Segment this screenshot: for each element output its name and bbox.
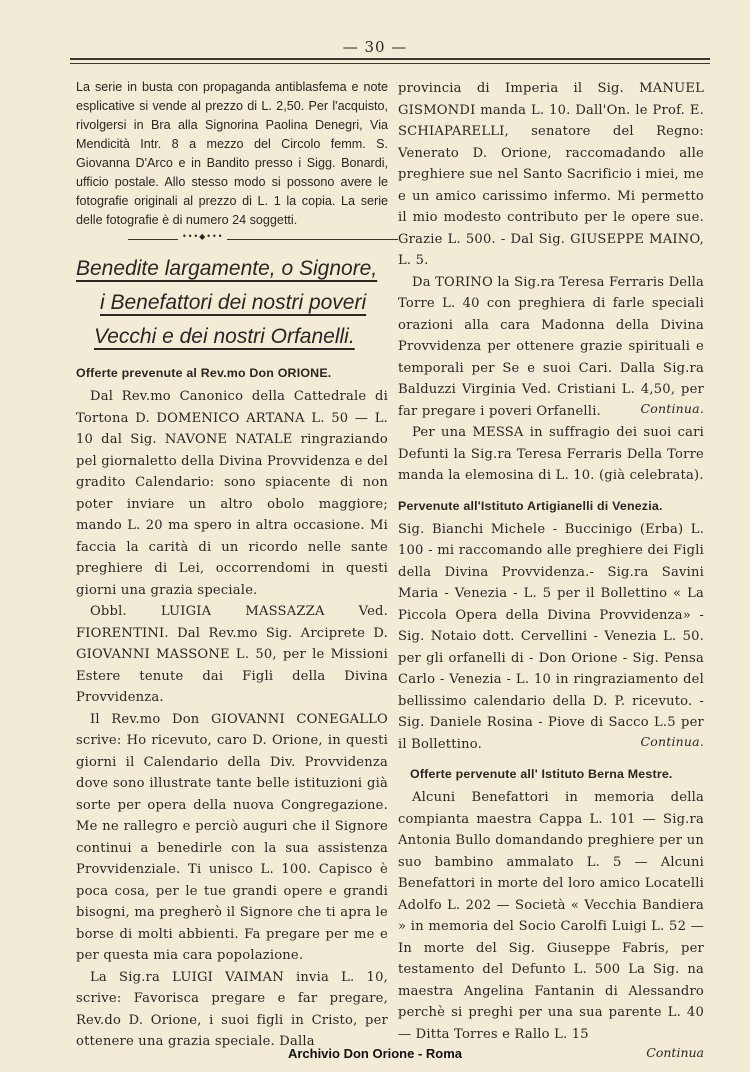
headline-line-2: i Benefattori dei nostri poveri <box>100 291 367 314</box>
paragraph-ferraris <box>398 272 704 423</box>
paragraph-messa: Per una MESSA in suffragio dei suoi cari Defunti la Sig.ra Teresa Ferraris Della Torre manda la elemosina di L. 10. (già celebrata). <box>398 425 704 483</box>
section-title-mestre: Offerte pervenute all' Istituto Berna Mestre. <box>410 767 673 781</box>
paragraph-conegallo: Il Rev.mo Don GIOVANNI CONEGALLO scrive: Ho ricevuto, caro D. Orione, in questi giorni il Calendario della Div. Provvidenza dove sono illustrate tante belle istituzioni già sorte per opera della nuova Congregazione. Me ne rallegro e perciò auguri che il Signore continui a benedirle con la sua assistenza Provvidenziale. Ti unisco L. 100. Capisco è poca cosa, per le tue grandi opere e grandi bisogni, ma pregherò il Signore che ti apra le borse di molti abbienti. Fa pregare per me e per questa mia cara popolazione. <box>76 711 388 963</box>
section-title-venezia: Pervenute all'Istituto Artigianelli di Venezia. <box>398 498 663 513</box>
paragraph-venezia <box>398 519 704 756</box>
paragraph-vaiman: La Sig.ra LUIGI VAIMAN invia L. 10, scrive: Favorisca pregare e far pregare, Rev.do D. Orione, i suoi figli in Cristo, per ottenere una grazia speciale. Dalla <box>76 969 388 1049</box>
ornamental-divider <box>128 232 398 242</box>
left-column <box>76 78 388 1053</box>
divider-line <box>128 239 398 240</box>
continua-label: Continua <box>646 1045 704 1060</box>
headline <box>76 252 388 354</box>
paragraph-artana: Dal Rev.mo Canonico della Cattedrale di Tortona D. DOMENICO ARTANA L. 50 — L. 10 dal Sig. NAVONE NATALE ringraziando pel giornaletto della Divina Provvidenza e del gradito Calendario: sono spiacente di non poter inviare un altro obolo maggiore; mando L. 20 ma spero in altra occasione. Mi faccia la carità di un ricordo nelle sante preghiere di Lei, occorrendomi in questi giorni una grazia speciale. <box>76 389 388 598</box>
continua-label: Continua. <box>640 400 704 416</box>
section-title-orione: Offerte prevenute al Rev.mo Don ORIONE. <box>76 366 332 380</box>
header-rule-thin <box>70 63 710 64</box>
paragraph-mestre: Alcuni Benefattori in memoria della compianta maestra Cappa L. 101 — Sig.ra Antonia Bullo domandando preghiere per un suo bambino ammalato L. 5 — Alcuni Benefattori in morte del loro amico Locatelli Adolfo L. 202 — Società « Vecchia Bandiera » in memoria del Socio Carolfi Luigi L. 52 — In morte del Sig. Giuseppe Fabris, per testamento del Defunto L. 500 La Sig. na maestra Angelina Fantanin di Alessandro perchè si preghi per una sua parente L. 40 — Ditta Torres e Rallo L. 15 <box>398 790 704 1042</box>
paragraph-massazza: Obbl. LUIGIA MASSAZZA Ved. FIORENTINI. Dal Rev.mo Sig. Arciprete D. GIOVANNI MASSONE L. 50, per le Missioni Estere tenute dai Figli della Divina Provvidenza. <box>76 604 388 705</box>
headline-line-1: Benedite largamente, o Signore, <box>76 257 378 280</box>
headline-line-3: Vecchi e dei nostri Orfanelli. <box>94 325 355 348</box>
archive-footer: Archivio Don Orione - Roma <box>287 1046 463 1061</box>
paragraph-venezia-text: Sig. Bianchi Michele - Buccinigo (Erba) L. 100 - mi raccomando alle preghiere dei Figli della Divina Provvidenza.- Sig.ra Savini Maria - Venezia - L. 5 per il Bollettino « La Piccola Opera della Divina Provvidenza» - Sig. Notaio dott. Cervellini - Venezia L. 50. per gli orfanelli di - Don Orione - Sig. Pensa Carlo - Venezia - L. 10 in ringraziamento del bellissimo calendario della D. P. ricevuto. - Sig. Daniele Rosina - Piove di Sacco L.5 per il Bollettino. <box>398 521 704 752</box>
right-column <box>398 78 704 1061</box>
paragraph-ferraris-text: Da TORINO la Sig.ra Teresa Ferraris Della Torre L. 40 con preghiera di farle speciali orazioni alla cara Madonna della Divina Provvidenza per ottenere grazie spirituali e temporali per Se e suoi Cari. Dalla Sig.ra Balduzzi Virginia Ved. Cristiani L. 4,50, per far pregare i poveri Orfanelli. <box>398 274 704 419</box>
divider-ornament-icon: •••◆••• <box>178 232 227 241</box>
page-number: — 30 — <box>342 38 408 56</box>
continua-label: Continua. <box>640 733 704 749</box>
intro-paragraph: La serie in busta con propaganda antiblasfema e note esplicative si vende al prezzo di L. 2,50. Per l'acquisto, rivolgersi in Bra alla Signorina Paolina Denegri, Via Mendicità Intr. 8 a mezzo del Circolo femm. S. Giovanna D'Arco e in Bandito presso i Sigg. Bonardi, ufficio postale. Allo stesso modo si possono avere le fotografie originali al prezzo di L. 1 la copia. La serie delle fotografie è di numero 24 soggetti. <box>76 80 388 227</box>
paragraph-gismondi: provincia di Imperia il Sig. MANUEL GISMONDI manda L. 10. Dall'On. le Prof. E. SCHIAPARELLI, senatore del Regno: Venerato D. Orione, raccomadando alle preghiere sue nel Santo Sacrificio i miei, me e un amico carissimo infermo. Mi permetto il mio modesto contributo per le opere sue. Grazie L. 500. - Dal Sig. GIUSEPPE MAINO, L. 5. <box>398 81 704 268</box>
header-rule <box>70 58 710 60</box>
